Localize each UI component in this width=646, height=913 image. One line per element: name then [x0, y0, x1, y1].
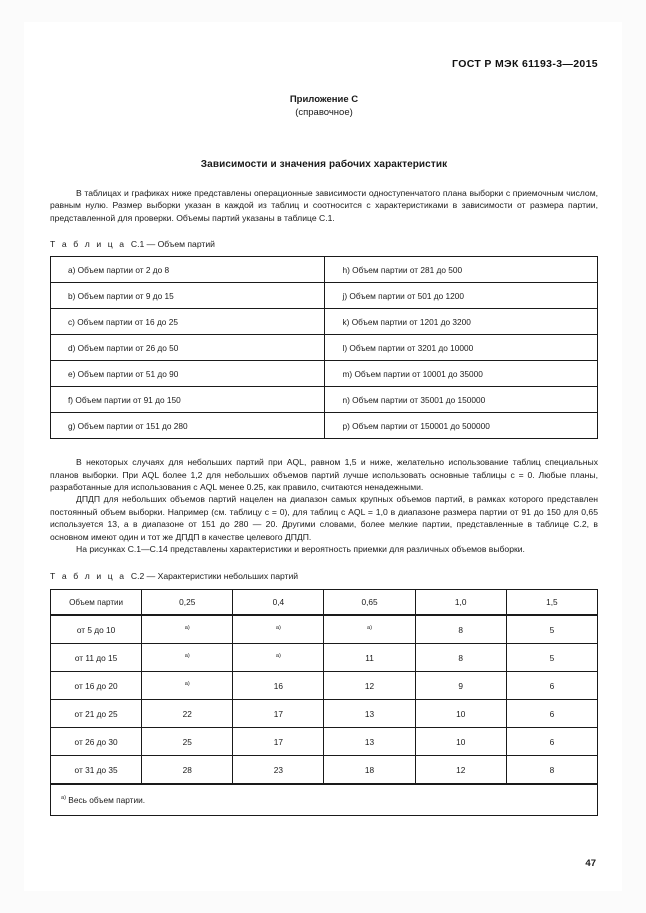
sample-size-cell: 6 — [506, 672, 597, 700]
paragraph-figures: На рисунках С.1—С.14 представлены характеристики и вероятность приемки для различных объемов выборки. — [76, 544, 525, 555]
lot-size-right-cell: h) Объем партии от 281 до 500 — [324, 257, 598, 283]
paragraph-intro: В таблицах и графиках ниже представлены операционные зависимости одноступенчатого плана выборки с приемочным числом, равным нулю. Размер выборки указан в каждой из таблиц и соотносится с характеристиками в зависимости от размера партии, представленной для проверки. Объемы партий указаны в таблице С.1. — [50, 188, 598, 223]
sample-size-cell — [142, 615, 233, 644]
sample-size-cell: 25 — [142, 728, 233, 756]
table-row — [51, 283, 598, 309]
sample-size-cell: 13 — [324, 728, 415, 756]
sample-size-cell — [142, 672, 233, 700]
sample-size-cell: 8 — [415, 615, 506, 644]
footnote-marker: а) — [184, 681, 190, 688]
sample-size-cell: 18 — [324, 756, 415, 785]
footnote-marker: а) — [275, 653, 281, 660]
table-footnote-cell — [51, 784, 598, 816]
table-c1-caption-number: С.1 — [130, 239, 145, 250]
sample-size-cell: 8 — [506, 756, 597, 785]
sample-size-cell: 6 — [506, 728, 597, 756]
table-c2-caption — [50, 571, 598, 581]
lot-size-cell: от 5 до 10 — [51, 615, 142, 644]
section-title: Зависимости и значения рабочих характеристик — [200, 159, 448, 170]
standard-header: ГОСТ Р МЭК 61193-3—2015 — [452, 58, 598, 70]
sample-size-cell — [324, 615, 415, 644]
lot-size-right-cell: l) Объем партии от 3201 до 10000 — [324, 335, 598, 361]
footnote-marker: а) — [61, 795, 66, 802]
table-row — [51, 615, 598, 644]
column-header: 1,0 — [415, 590, 506, 616]
table-c1-caption — [50, 239, 598, 249]
paragraph-after-c1: В некоторых случаях для небольших партий при AQL, равном 1,5 и ниже, желательно использование таблиц специальных планов выборки. При AQL более 1,2 для небольших объемов партий лучше использовать основные таблицы c = 0. Любые планы, разработанные для использования с AQL менее 0.25, как правило, считаются ненадежными. — [50, 457, 598, 493]
table-c2-caption-dash: — — [146, 571, 156, 582]
footnote-marker: а) — [275, 625, 281, 632]
lot-size-left-cell: a) Объем партии от 2 до 8 — [51, 257, 325, 283]
sample-size-cell: 28 — [142, 756, 233, 785]
sample-size-cell: 5 — [506, 615, 597, 644]
column-header: 0,25 — [142, 590, 233, 616]
lot-size-left-cell: g) Объем партии от 151 до 280 — [51, 413, 325, 439]
table-row — [51, 335, 598, 361]
sample-size-cell: 10 — [415, 728, 506, 756]
table-row — [51, 257, 598, 283]
table-row — [51, 644, 598, 672]
footnote-marker: а) — [184, 625, 190, 632]
sample-size-cell: 12 — [324, 672, 415, 700]
table-footnote-row — [51, 784, 598, 816]
annex-subtitle: (справочное) — [295, 106, 353, 118]
sample-size-cell: 17 — [233, 700, 324, 728]
footnote-text: Весь объем партии. — [65, 795, 146, 806]
lot-size-cell: от 26 до 30 — [51, 728, 142, 756]
sample-size-cell: 9 — [415, 672, 506, 700]
sample-size-cell: 5 — [506, 644, 597, 672]
footnote-marker: а) — [367, 625, 373, 632]
footnote-marker: а) — [184, 653, 190, 660]
sample-size-cell: 6 — [506, 700, 597, 728]
sample-size-cell — [233, 615, 324, 644]
sample-size-cell: 10 — [415, 700, 506, 728]
paragraph-dpdp: ДПДП для небольших объемов партий нацелен на диапазон самых крупных объемов партий, в рамках которого представлен постоянный объем выборки. Например (см. таблицу c = 0), для таблиц с AQL = 1,0 в диапазоне размера партии от 91 до 150 для 0,65 используется 13, а в диапазоне от 151 до 280 — 20. Другими словами, более мелкие партии, представленные в таблице С.2, в основном имеют один и тот же ДПДП в качестве целевого ДПДП. — [50, 494, 598, 542]
lot-size-right-cell: n) Объем партии от 35001 до 150000 — [324, 387, 598, 413]
column-header: 0,4 — [233, 590, 324, 616]
sample-size-cell: 8 — [415, 644, 506, 672]
table-c1-caption-dash: — — [146, 239, 156, 250]
table-row — [51, 700, 598, 728]
column-header: 0,65 — [324, 590, 415, 616]
lot-size-left-cell: b) Объем партии от 9 до 15 — [51, 283, 325, 309]
page-number: 47 — [585, 858, 596, 869]
sample-size-cell: 17 — [233, 728, 324, 756]
table-c2-caption-prefix: Т а б л и ц а — [50, 571, 127, 582]
table-header-row — [51, 590, 598, 616]
sample-size-cell: 23 — [233, 756, 324, 785]
sample-size-cell: 13 — [324, 700, 415, 728]
lot-size-left-cell: e) Объем партии от 51 до 90 — [51, 361, 325, 387]
table-c1-caption-title: Объем партий — [157, 239, 215, 250]
table-row — [51, 756, 598, 785]
page-sheet — [24, 22, 622, 891]
table-c1-caption-prefix: Т а б л и ц а — [50, 239, 127, 250]
table-c2-body — [51, 590, 598, 816]
lot-size-right-cell: j) Объем партии от 501 до 1200 — [324, 283, 598, 309]
sample-size-cell: 11 — [324, 644, 415, 672]
table-c2 — [50, 589, 598, 816]
table-row — [51, 413, 598, 439]
sample-size-cell — [142, 644, 233, 672]
page-content — [50, 58, 598, 816]
sample-size-cell: 16 — [233, 672, 324, 700]
column-header: 1,5 — [506, 590, 597, 616]
table-c2-caption-number: С.2 — [130, 571, 145, 582]
lot-size-right-cell: k) Объем партии от 1201 до 3200 — [324, 309, 598, 335]
lot-size-right-cell: p) Объем партии от 150001 до 500000 — [324, 413, 598, 439]
table-c1-body — [51, 257, 598, 439]
table-row — [51, 387, 598, 413]
lot-size-right-cell: m) Объем партии от 10001 до 35000 — [324, 361, 598, 387]
lot-size-left-cell: c) Объем партии от 16 до 25 — [51, 309, 325, 335]
sample-size-cell: 22 — [142, 700, 233, 728]
lot-size-cell: от 21 до 25 — [51, 700, 142, 728]
column-header: Объем партии — [51, 590, 142, 616]
sample-size-cell: 12 — [415, 756, 506, 785]
sample-size-cell — [233, 644, 324, 672]
lot-size-left-cell: d) Объем партии от 26 до 50 — [51, 335, 325, 361]
table-c1 — [50, 256, 598, 439]
lot-size-cell: от 16 до 20 — [51, 672, 142, 700]
lot-size-cell: от 31 до 35 — [51, 756, 142, 785]
table-row — [51, 309, 598, 335]
table-row — [51, 361, 598, 387]
table-c2-caption-title: Характеристики небольших партий — [157, 571, 299, 582]
lot-size-left-cell: f) Объем партии от 91 до 150 — [51, 387, 325, 413]
table-row — [51, 728, 598, 756]
lot-size-cell: от 11 до 15 — [51, 644, 142, 672]
table-row — [51, 672, 598, 700]
annex-title: Приложение С — [289, 94, 359, 105]
